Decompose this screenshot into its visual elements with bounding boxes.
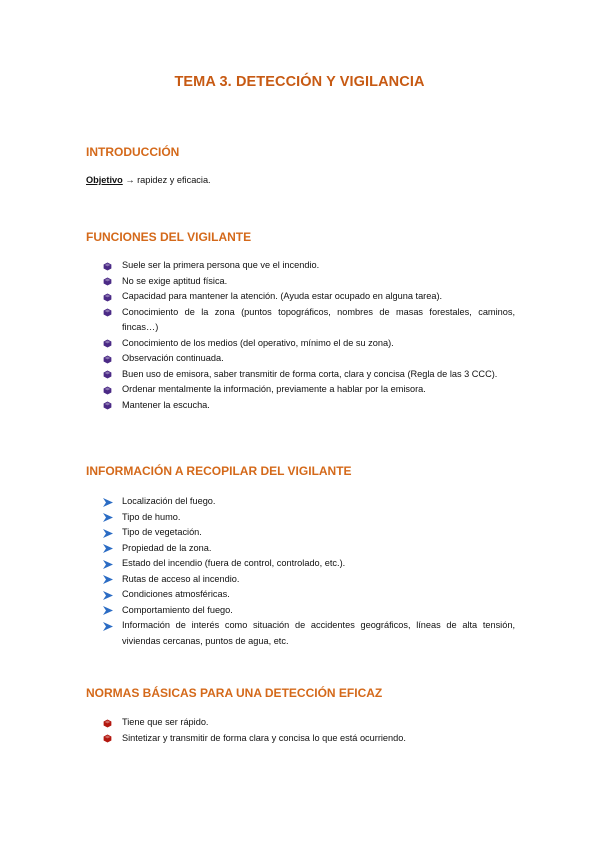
blue-arrowhead-bullet-icon: [103, 591, 112, 600]
purple-hexagon-bullet-icon: [103, 370, 112, 379]
blue-arrowhead-bullet-icon: [103, 606, 112, 615]
section-heading-funciones: FUNCIONES DEL VIGILANTE: [86, 230, 252, 244]
list-item: [0, 382, 515, 398]
list-item-text: Tipo de vegetación.: [122, 527, 202, 537]
list-item-text: Comportamiento del fuego.: [122, 604, 233, 615]
list-item-text: Localización del fuego.: [122, 496, 216, 506]
list-item: [0, 510, 515, 526]
list-item-text: Condiciones atmosféricas.: [122, 589, 230, 599]
list-item: [0, 289, 515, 305]
blue-arrowhead-bullet-icon: [103, 544, 112, 553]
blue-arrowhead-bullet-icon: [103, 498, 112, 507]
right-arrow-icon: →: [125, 175, 135, 185]
list-item: [0, 258, 515, 274]
list-item: [0, 618, 515, 649]
red-hexagon-bullet-icon: [103, 734, 112, 743]
purple-hexagon-bullet-icon: [103, 401, 112, 410]
list-item-text: Mantener la escucha.: [122, 399, 210, 410]
list-item-text: Observación continuada.: [122, 353, 224, 363]
red-hexagon-bullet-icon: [103, 719, 112, 728]
list-item: [0, 731, 515, 747]
list-item: [0, 398, 515, 414]
objective-text: rapidez y eficacia.: [134, 175, 211, 185]
list-item: [0, 336, 515, 352]
purple-hexagon-bullet-icon: [103, 339, 112, 348]
list-item-text: Conocimiento de los medios (del operativo, mínimo el de su zona).: [122, 337, 394, 348]
purple-hexagon-bullet-icon: [103, 308, 112, 317]
list-item-text: Ordenar mentalmente la información, previamente a hablar por la emisora.: [122, 384, 426, 394]
list-item-text: Buen uso de emisora, saber transmitir de forma corta, clara y concisa (Regla de las 3 CCC).: [122, 368, 498, 379]
list-item-text: Información de interés como situación de accidentes geográficos, líneas de alta tensión, viviendas cercanas, puntos de agua, etc.: [122, 620, 515, 646]
section-heading-informacion: INFORMACIÓN A RECOPILAR DEL VIGILANTE: [86, 464, 352, 478]
list-item-text: Suele ser la primera persona que ve el incendio.: [122, 260, 320, 270]
list-item: [0, 525, 515, 541]
list-item: [0, 572, 515, 588]
list-item: [0, 351, 515, 367]
list-item: [0, 715, 515, 731]
list-item-text: Rutas de acceso al incendio.: [122, 573, 240, 584]
blue-arrowhead-bullet-icon: [103, 560, 112, 569]
funciones-list: [0, 258, 515, 413]
blue-arrowhead-bullet-icon: [103, 513, 112, 522]
list-item-text: Capacidad para mantener la atención. (Ayuda estar ocupado en alguna tarea).: [122, 291, 443, 301]
normas-list: [0, 715, 515, 746]
objective-label: Objetivo: [86, 175, 123, 185]
purple-hexagon-bullet-icon: [103, 355, 112, 364]
section-heading-introduccion: INTRODUCCIÓN: [86, 145, 180, 159]
purple-hexagon-bullet-icon: [103, 293, 112, 302]
list-item: [0, 556, 515, 572]
list-item: [0, 603, 515, 619]
list-item: [0, 494, 515, 510]
list-item-text: Estado del incendio (fuera de control, controlado, etc.).: [122, 558, 346, 568]
purple-hexagon-bullet-icon: [103, 262, 112, 271]
list-item-text: Sintetizar y transmitir de forma clara y concisa lo que está ocurriendo.: [122, 732, 406, 743]
list-item-text: Tipo de humo.: [122, 511, 181, 522]
blue-arrowhead-bullet-icon: [103, 575, 112, 584]
informacion-list: [0, 494, 515, 649]
list-item-text: Tiene que ser rápido.: [122, 717, 209, 727]
list-item-text: No se exige aptitud física.: [122, 275, 228, 286]
section-heading-normas: NORMAS BÁSICAS PARA UNA DETECCIÓN EFICAZ: [86, 686, 383, 700]
list-item-text: Conocimiento de la zona (puntos topográficos, nombres de masas forestales, caminos, fincas…): [122, 306, 515, 332]
page-title: TEMA 3. DETECCIÓN Y VIGILANCIA: [174, 74, 425, 90]
purple-hexagon-bullet-icon: [103, 277, 112, 286]
list-item-text: Propiedad de la zona.: [122, 542, 212, 553]
objective-paragraph: [86, 175, 211, 185]
purple-hexagon-bullet-icon: [103, 386, 112, 395]
list-item: [0, 274, 515, 290]
blue-arrowhead-bullet-icon: [103, 622, 112, 631]
list-item: [0, 587, 515, 603]
blue-arrowhead-bullet-icon: [103, 529, 112, 538]
list-item: [0, 541, 515, 557]
list-item: [0, 305, 515, 336]
list-item: [0, 367, 515, 383]
